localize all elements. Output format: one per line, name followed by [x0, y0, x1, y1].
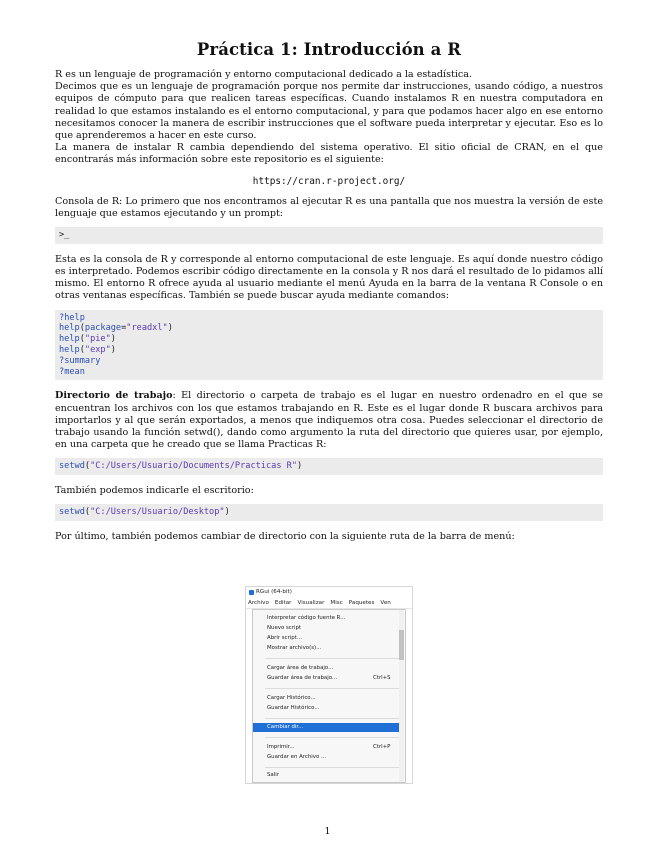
code-token: (: [79, 334, 85, 345]
code-token: ): [167, 323, 173, 334]
code-token: (: [84, 461, 91, 472]
menu-item-shortcut: Ctrl+S: [373, 675, 391, 681]
menu-item-label: Cambiar dir...: [267, 724, 304, 730]
menu-item-shortcut: Ctrl+P: [373, 744, 391, 750]
archivo-dropdown: [252, 609, 406, 783]
intro-paragraph-1: R es un lenguaje de programación y entorno computacional dedicado a la estadística.: [55, 69, 473, 80]
menu-item-cargar-historico[interactable]: [253, 694, 399, 703]
workdir-paragraph: [55, 390, 603, 451]
menu-item-label: Imprimir...: [267, 744, 295, 750]
rgui-titlebar: [246, 587, 412, 598]
code-token: =: [121, 323, 127, 334]
page-number: 1: [324, 826, 331, 837]
menu-item-cargar-area[interactable]: [253, 664, 399, 673]
menu-ventanas[interactable]: Ven: [380, 600, 391, 606]
menu-archivo[interactable]: Archivo: [248, 600, 269, 606]
code-token: ): [110, 334, 116, 345]
prompt-code-block: [55, 227, 603, 244]
rgui-window-title: RGui (64-bit): [256, 589, 292, 595]
menu-item-label: Guardar en Archivo ...: [267, 754, 327, 760]
menu-item-label: Cargar área de trabajo...: [267, 665, 334, 671]
menu-misc[interactable]: Misc: [330, 600, 343, 606]
menu-item-cambiar-dir[interactable]: [253, 723, 399, 732]
desktop-paragraph: También podemos indicarle el escritorio:: [55, 485, 254, 497]
menu-item-guardar-historico[interactable]: [253, 704, 399, 713]
menu-item-imprimir[interactable]: [253, 743, 399, 752]
code-token: setwd: [59, 507, 85, 518]
code-token: package: [84, 323, 122, 334]
rgui-menubar: [246, 598, 412, 609]
menu-item-label: Mostrar archivo(s)...: [267, 645, 322, 651]
code-token: help: [59, 345, 80, 356]
code-token: ?: [59, 355, 65, 366]
code-token: mean: [64, 366, 85, 377]
menu-paquetes[interactable]: Paquetes: [348, 600, 375, 606]
prompt-text: >_: [59, 230, 70, 241]
code-token: ): [224, 507, 230, 518]
menu-item-guardar-area[interactable]: [253, 674, 399, 683]
menu-item-salir[interactable]: [253, 771, 399, 780]
console-paragraph: Consola de R: Lo primero que nos encontramos al ejecutar R es una pantalla que nos muestra la versión de este lenguaje que estamos ejecutando y un prompt:: [55, 195, 603, 219]
code-token: (: [84, 507, 91, 518]
code-token: "C:/Users/Usuario/Desktop": [90, 507, 225, 518]
code-token: "readxl": [126, 323, 168, 334]
code-token: ): [110, 345, 116, 356]
code-token: (: [79, 323, 85, 334]
menu-scrollbar-thumb[interactable]: [399, 630, 404, 660]
menu-separator: [265, 658, 399, 659]
code-token: setwd: [59, 461, 85, 472]
console-description-paragraph: Esta es la consola de R y corresponde al entorno computacional de este lenguaje. Es aquí donde nuestro código es interpretado. Podemos escribir código directamente en la consola y R nos dará el resultado de lo pidamos allí mismo. El entorno R ofrece ayuda al usuario mediante el menú Ayuda en la barra de la ventana R Console o en otras ventanas específicas. También se puede buscar ayuda mediante comandos:: [55, 253, 603, 302]
setwd-desktop-code: [55, 504, 603, 521]
menu-editar[interactable]: Editar: [274, 600, 292, 606]
page-title: Práctica 1: Introducción a R: [196, 40, 462, 59]
cran-url[interactable]: https://cran.r-project.org/: [252, 175, 406, 187]
setwd-documents-code: [55, 458, 603, 475]
menu-path-paragraph: Por último, también podemos cambiar de directorio con la siguiente ruta de la barra de menú:: [55, 531, 515, 543]
code-token: help: [59, 334, 80, 345]
workdir-heading: Directorio de trabajo: [55, 390, 173, 402]
menu-scrollbar[interactable]: [399, 610, 404, 782]
code-token: ?: [59, 366, 65, 377]
intro-paragraph-3: La manera de instalar R cambia dependiendo del sistema operativo. El sitio oficial de CRAN, en el que encontrarás más información sobre este repositorio es el siguiente:: [55, 142, 603, 166]
menu-separator: [265, 718, 399, 719]
menu-item-label: Interpretar código fuente R...: [267, 615, 346, 621]
r-app-icon: [249, 590, 254, 595]
menu-item-guardar-archivo[interactable]: [253, 753, 399, 762]
menu-item-label: Nuevo script: [267, 625, 301, 631]
menu-item-label: Guardar área de trabajo...: [267, 675, 338, 681]
workdir-text: : El directorio o carpeta de trabajo es el lugar en nuestro ordenadro en el que se encuentran los archivos con los que estamos trabajando en R. Este es el lugar donde R buscara archivos para importarlos y al que serán exportados, a menos que indiquemos otra cosa. Puedes seleccionar el directorio de trabajo usando la función setwd(), dando como argumento la ruta del directorio que quieres usar, por ejemplo, en una carpeta que he creado que se llama Practicas R:: [55, 390, 603, 451]
menu-separator: [265, 767, 399, 768]
menu-item-abrir-script[interactable]: [253, 634, 399, 643]
menu-item-interpretar[interactable]: [253, 614, 399, 623]
menu-separator: [265, 737, 399, 738]
menu-item-nuevo-script[interactable]: [253, 624, 399, 633]
code-token: (: [79, 345, 85, 356]
code-token: "exp": [84, 345, 111, 356]
code-token: ): [297, 461, 303, 472]
menu-item-label: Cargar Histórico...: [267, 695, 316, 701]
intro-paragraph-2: Decimos que es un lenguaje de programación porque nos permite dar instrucciones, usando código, a nuestros equipos de cómputo para que realicen tareas específicas. Cuando instalamos R en nuestra computadora en realidad lo que estamos instalando es el entorno computacional, y para que podamos hacer algo en ese entorno necesitamos conocer la manera de escribir instrucciones que el software pueda interpretar y ejecutar. Eso es lo que aprenderemos a hacer en este curso.: [55, 81, 603, 142]
help-code-block: [55, 310, 603, 381]
code-token: help: [64, 312, 85, 323]
code-token: "C:/Users/Usuario/Documents/Practicas R": [90, 461, 298, 472]
menu-item-label: Guardar Histórico...: [267, 705, 320, 711]
rgui-menu-screenshot: [245, 586, 413, 784]
code-token: ?: [59, 312, 65, 323]
menu-item-label: Salir: [267, 772, 279, 778]
menu-item-mostrar-archivos[interactable]: [253, 644, 399, 653]
code-token: summary: [64, 355, 101, 366]
menu-item-label: Abrir script...: [267, 635, 302, 641]
code-token: help: [59, 323, 80, 334]
code-token: "pie": [84, 334, 111, 345]
document-page: [55, 40, 603, 543]
menu-visualizar[interactable]: Visualizar: [297, 600, 325, 606]
menu-separator: [265, 688, 399, 689]
